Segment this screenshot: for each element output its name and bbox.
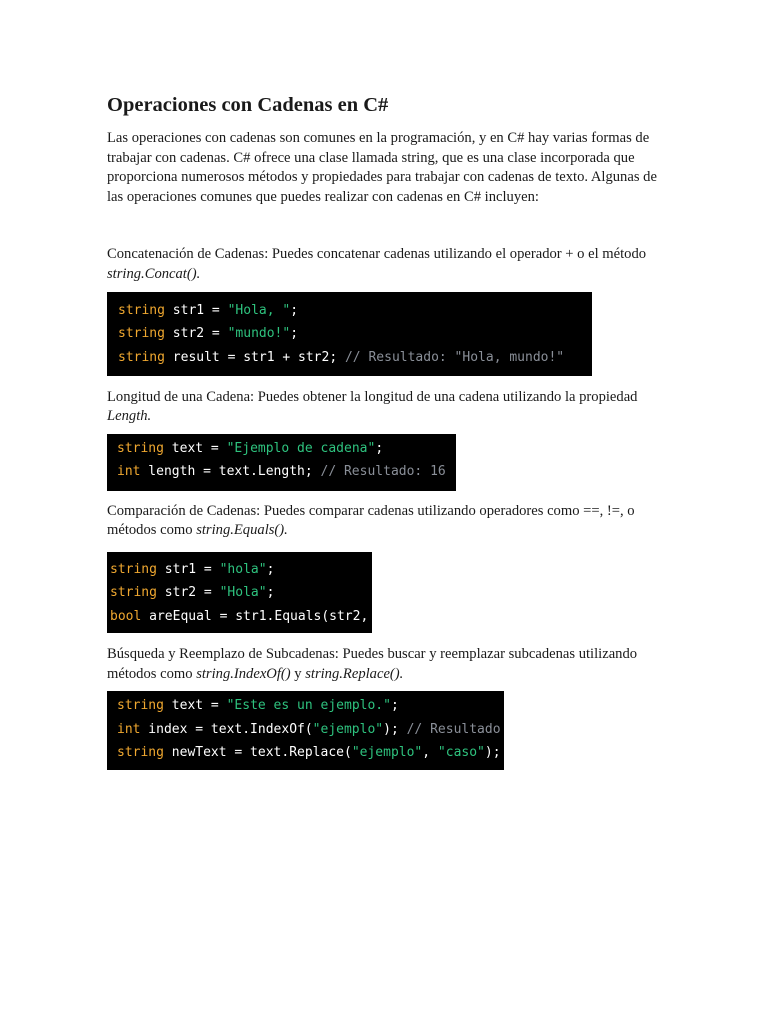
code-token: "Hola, " xyxy=(227,302,291,318)
code-line xyxy=(117,437,456,461)
code-line xyxy=(110,581,372,605)
section-concat-body: Concatenación de Cadenas: Puedes concatenar cadenas utilizando el operador + o el método xyxy=(107,246,647,263)
code-token: string xyxy=(117,698,164,714)
code-block-compare xyxy=(107,552,372,633)
section-compare-text xyxy=(107,502,667,541)
code-token: string xyxy=(110,561,157,577)
code-token: string xyxy=(118,349,165,365)
code-token: // Resultado: "Hola, mundo!" xyxy=(344,349,565,365)
page-title: Operaciones con Cadenas en C# xyxy=(107,94,389,116)
code-token: ; xyxy=(266,585,275,601)
code-line xyxy=(117,460,456,484)
code-token: string xyxy=(117,440,164,456)
code-token: newText = text.Replace( xyxy=(163,745,352,761)
code-line xyxy=(117,718,504,742)
code-token: text = xyxy=(163,698,227,714)
code-token: "ejemplo" xyxy=(312,721,384,737)
section-replace-emphasis-2: string.Replace(). xyxy=(305,665,404,682)
code-token: str1 = xyxy=(164,302,228,318)
code-token: ); xyxy=(484,745,501,761)
section-replace-text xyxy=(107,645,667,684)
code-token: string xyxy=(118,302,165,318)
section-concat-text xyxy=(107,245,667,284)
section-replace-body: Búsqueda y Reemplazo de Subcadenas: Puedes buscar y reemplazar subcadenas utilizando métodos como xyxy=(107,645,638,682)
code-token: text = xyxy=(163,440,227,456)
code-token: result = str1 + str2; xyxy=(164,349,345,365)
code-token: str2 = xyxy=(164,326,228,342)
section-compare-emphasis: string.Equals(). xyxy=(196,522,288,539)
section-length-body: Longitud de una Cadena: Puedes obtener la longitud de una cadena utilizando la propiedad xyxy=(107,388,638,405)
code-token: "Este es un ejemplo." xyxy=(226,698,391,714)
code-line xyxy=(118,299,592,323)
code-token: int xyxy=(117,464,141,480)
code-token: bool xyxy=(110,608,142,624)
code-token: ; xyxy=(290,326,299,342)
intro-paragraph: Las operaciones con cadenas son comunes en la programación, y en C# hay varias formas de trabajar con cadenas. C# ofrece una clase llamada string, que es una clase incorporada que proporciona numerosos métodos y propiedades para trabajar con cadenas de texto. Algunas de las operaciones comunes que puedes realizar con cadenas en C# incluyen: xyxy=(107,130,657,205)
code-token: ); xyxy=(383,721,407,737)
section-length-text xyxy=(107,388,667,427)
code-token: // Resultado: xyxy=(320,464,431,480)
code-token: ; xyxy=(290,302,299,318)
code-line xyxy=(110,605,372,629)
code-token: index = text.IndexOf( xyxy=(140,721,313,737)
code-token: length = text.Length; xyxy=(140,464,321,480)
code-token: ; xyxy=(390,698,399,714)
code-token: areEqual = str1.Equals(str2, xyxy=(141,608,369,624)
code-token: str2 = xyxy=(156,585,220,601)
code-block-replace xyxy=(107,691,504,770)
section-concat-emphasis: string.Concat(). xyxy=(107,265,201,282)
code-line xyxy=(118,322,592,346)
section-replace-emphasis: string.IndexOf() xyxy=(196,665,291,682)
code-token: "Hola" xyxy=(219,585,267,601)
code-token: ; xyxy=(375,440,384,456)
code-token: string xyxy=(110,585,157,601)
section-length-emphasis: Length. xyxy=(107,408,152,425)
code-token: "hola" xyxy=(219,561,267,577)
code-block-concat xyxy=(107,292,592,376)
code-line xyxy=(117,741,504,765)
code-token: ; xyxy=(266,561,275,577)
code-token: // Resultado xyxy=(406,721,501,737)
code-token: int xyxy=(117,721,141,737)
code-token: , xyxy=(422,745,438,761)
section-replace-between: y xyxy=(290,665,306,682)
code-block-length xyxy=(107,434,456,491)
section-compare-body: Comparación de Cadenas: Puedes comparar cadenas utilizando operadores como ==, !=, o métodos como xyxy=(107,502,635,539)
code-token: "ejemplo" xyxy=(351,745,423,761)
document-page xyxy=(107,92,667,770)
code-token: string xyxy=(117,745,164,761)
code-line xyxy=(110,558,372,582)
code-token: str1 = xyxy=(156,561,220,577)
code-line xyxy=(117,694,504,718)
code-token: "mundo!" xyxy=(227,326,291,342)
code-token: "Ejemplo de cadena" xyxy=(226,440,376,456)
code-token: string xyxy=(118,326,165,342)
code-token: 16 xyxy=(430,464,446,480)
code-line xyxy=(118,346,592,370)
code-token: "caso" xyxy=(437,745,485,761)
